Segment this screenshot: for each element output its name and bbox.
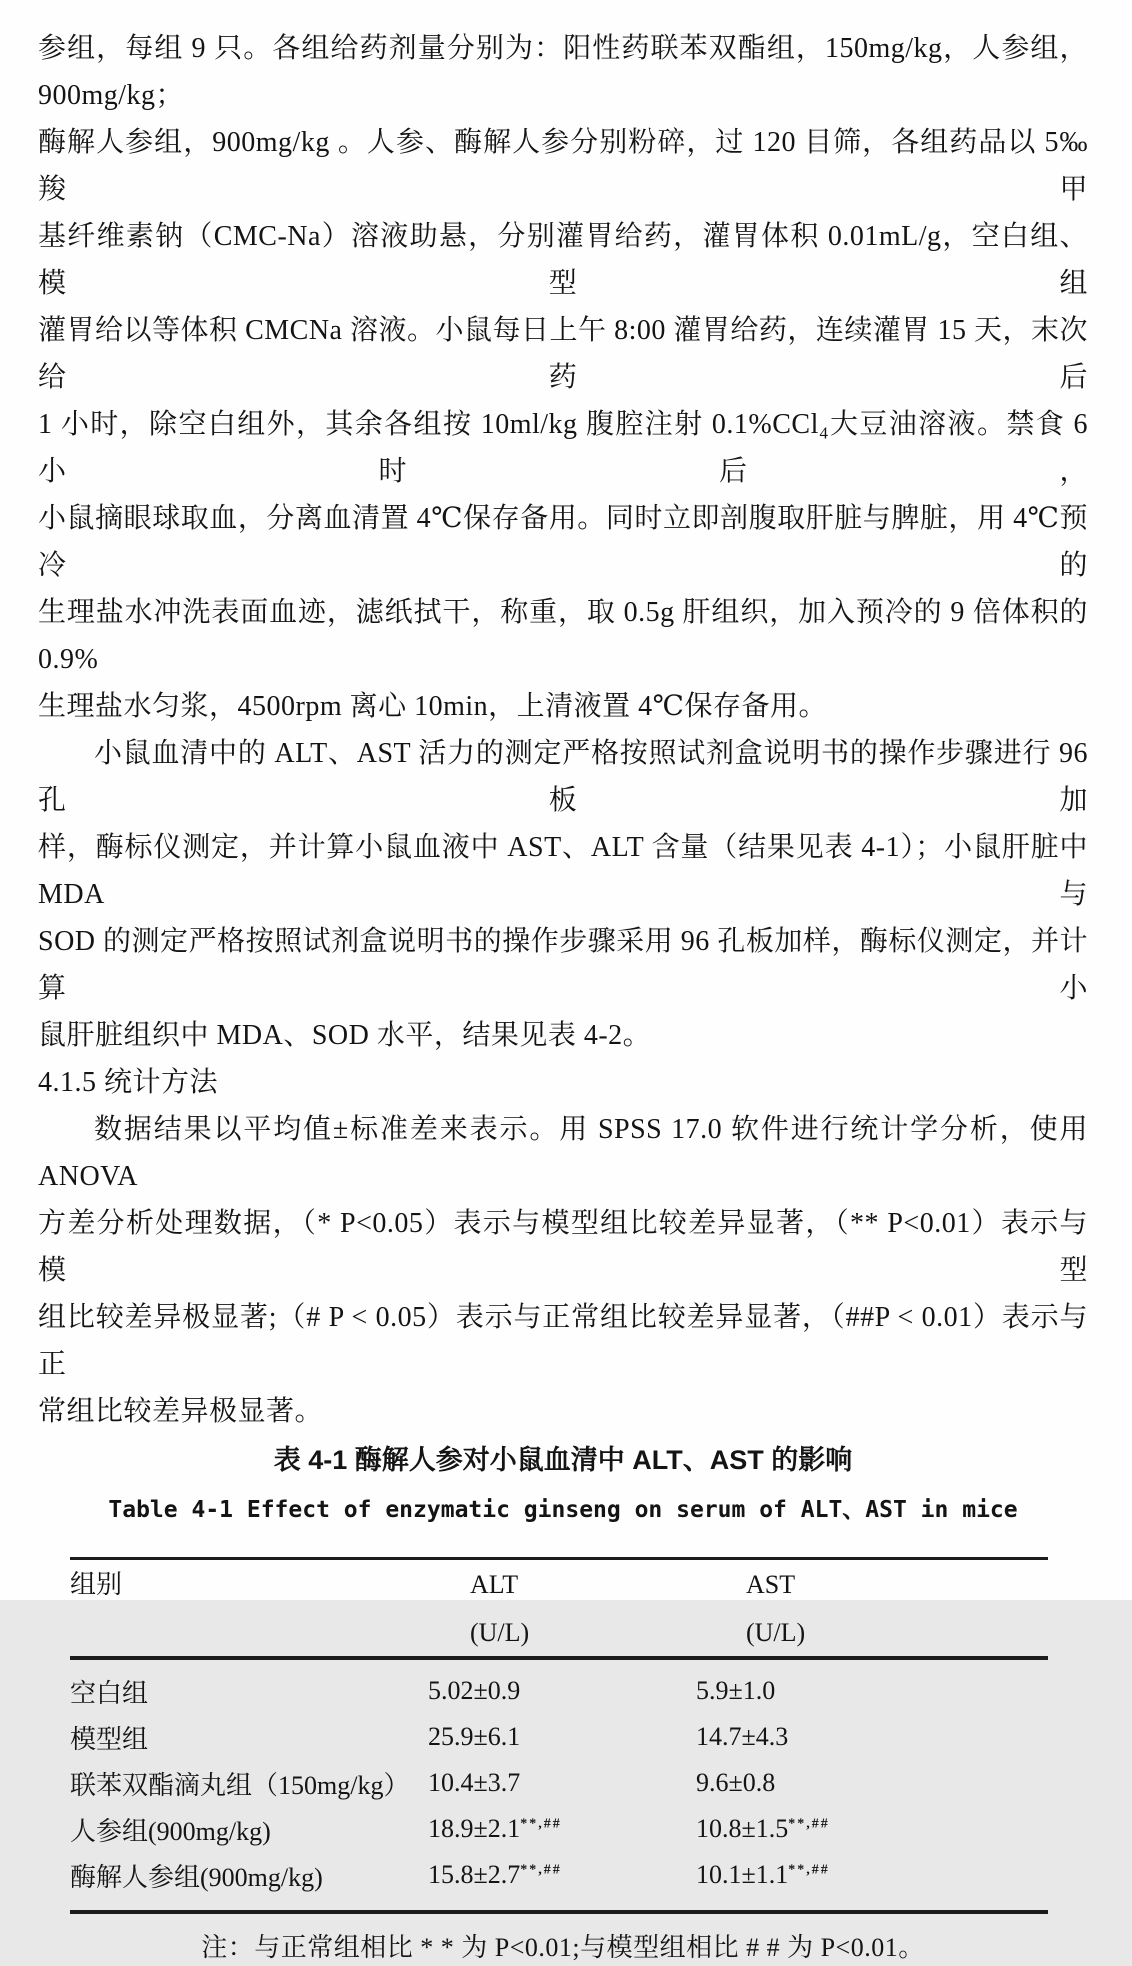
column-header-ast-label: AST [746, 1570, 796, 1599]
cell-alt [428, 1806, 696, 1852]
column-header-ast-unit: (U/L) [746, 1618, 806, 1647]
table-caption-english: Table 4-1 Effect of enzymatic ginseng on serum of ALT、AST in mice [108, 1497, 1018, 1523]
cell-ast [696, 1852, 1048, 1912]
cell-alt [428, 1658, 696, 1714]
table-footnote: 注：与正常组相比 * * 为 P<0.01;与模型组相比 # # 为 P<0.01。 [201, 1933, 925, 1962]
ast-value: 5.9±1.0 [696, 1676, 776, 1705]
cell-alt [428, 1714, 696, 1760]
ast-value: 9.6±0.8 [696, 1768, 776, 1797]
paragraph-assay-methods [38, 730, 1088, 1059]
cell-alt [428, 1852, 696, 1912]
ast-value: 14.7±4.3 [696, 1722, 789, 1751]
significance-marks: **,## [788, 1816, 830, 1832]
cell-ast [696, 1714, 1048, 1760]
text-line: 组比较差异极显著;（# P < 0.05）表示与正常组比较差异显著，（##P < 0.01）表示与正 [38, 1302, 1088, 1380]
column-header-alt [428, 1559, 696, 1659]
cell-group: 空白组 [70, 1678, 149, 1708]
text-line: 灌胃给以等体积 CMCNa 溶液。小鼠每日上午 8:00 灌胃给药，连续灌胃 15 天，末次给药后 [38, 315, 1088, 393]
alt-value: 5.02±0.9 [428, 1676, 521, 1705]
column-header-group [70, 1559, 428, 1659]
text-line: 方差分析处理数据，（* P<0.05）表示与模型组比较差异显著，（** P<0.01）表示与模型 [38, 1208, 1088, 1286]
cell-ast [696, 1760, 1048, 1806]
ast-value: 10.1±1.1 [696, 1860, 789, 1889]
significance-marks: **,## [788, 1862, 830, 1878]
text-line: 参组，每组 9 只。各组给药剂量分别为：阳性药联苯双酯组，150mg/kg，人参组，900mg/kg； [38, 33, 1088, 111]
table-row [70, 1714, 1048, 1760]
text-line: 生理盐水冲洗表面血迹，滤纸拭干，称重，取 0.5g 肝组织，加入预冷的 9 倍体积的 0.9% [38, 597, 1088, 675]
significance-marks: **,## [520, 1862, 562, 1878]
text-line: SOD 的测定严格按照试剂盒说明书的操作步骤采用 96 孔板加样，酶标仪测定，并计算小 [38, 926, 1088, 1004]
text-line: 数据结果以平均值±标准差来表示。用 SPSS 17.0 软件进行统计学分析，使用 ANOVA [38, 1114, 1088, 1192]
table-caption-chinese: 表 4-1 酶解人参对小鼠血清中 ALT、AST 的影响 [273, 1445, 853, 1475]
column-header-alt-unit: (U/L) [470, 1618, 530, 1647]
column-header-ast [696, 1559, 1048, 1659]
column-header-group-label: 组别 [70, 1570, 123, 1599]
text-line: 基纤维素钠（CMC-Na）溶液助悬，分别灌胃给药，灌胃体积 0.01mL/g，空白组、模型组 [38, 221, 1088, 299]
text-line: 鼠肝脏组织中 MDA、SOD 水平，结果见表 4-2。 [38, 1020, 652, 1051]
cell-alt [428, 1760, 696, 1806]
text-line: 常组比较差异极显著。 [38, 1396, 324, 1427]
section-heading-statistics: 4.1.5 统计方法 [38, 1067, 219, 1098]
text-line: 小鼠摘眼球取血，分离血清置 4℃保存备用。同时立即剖腹取肝脏与脾脏，用 4℃预冷的 [38, 503, 1088, 581]
table-4-1 [70, 1557, 1048, 1914]
text-line: 小鼠血清中的 ALT、AST 活力的测定严格按照试剂盒说明书的操作步骤进行 96 孔板加 [38, 738, 1088, 816]
significance-marks: **,## [520, 1816, 562, 1832]
table-row [70, 1658, 1048, 1714]
text-line: 酶解人参组，900mg/kg 。人参、酶解人参分别粉碎，过 120 目筛，各组药品以 5‰羧甲 [38, 127, 1088, 205]
cell-group: 人参组(900mg/kg) [70, 1816, 271, 1846]
table-row [70, 1806, 1048, 1852]
cell-group: 模型组 [70, 1724, 149, 1754]
cell-group: 酶解人参组(900mg/kg) [70, 1862, 323, 1892]
cell-ast [696, 1658, 1048, 1714]
paragraph-dosing-methods [38, 25, 1088, 730]
alt-value: 15.8±2.7 [428, 1860, 521, 1889]
paragraph-statistics [38, 1106, 1088, 1435]
alt-value: 10.4±3.7 [428, 1768, 521, 1797]
table-header-row [70, 1559, 1048, 1659]
table-row [70, 1852, 1048, 1912]
cell-ast [696, 1806, 1048, 1852]
alt-value: 25.9±6.1 [428, 1722, 521, 1751]
cell-group: 联苯双酯滴丸组（150mg/kg） [70, 1770, 410, 1800]
text-line: 1 小时，除空白组外，其余各组按 10ml/kg 腹腔注射 0.1%CCl₄大豆油溶液。禁食 6 小时后， [38, 409, 1088, 487]
column-header-alt-label: ALT [470, 1570, 519, 1599]
ast-value: 10.8±1.5 [696, 1814, 789, 1843]
table-row [70, 1760, 1048, 1806]
text-line: 生理盐水匀浆，4500rpm 离心 10min，上清液置 4℃保存备用。 [38, 691, 827, 722]
alt-value: 18.9±2.1 [428, 1814, 521, 1843]
text-line: 样，酶标仪测定，并计算小鼠血液中 AST、ALT 含量（结果见表 4-1）；小鼠肝脏中 MDA 与 [38, 832, 1088, 910]
